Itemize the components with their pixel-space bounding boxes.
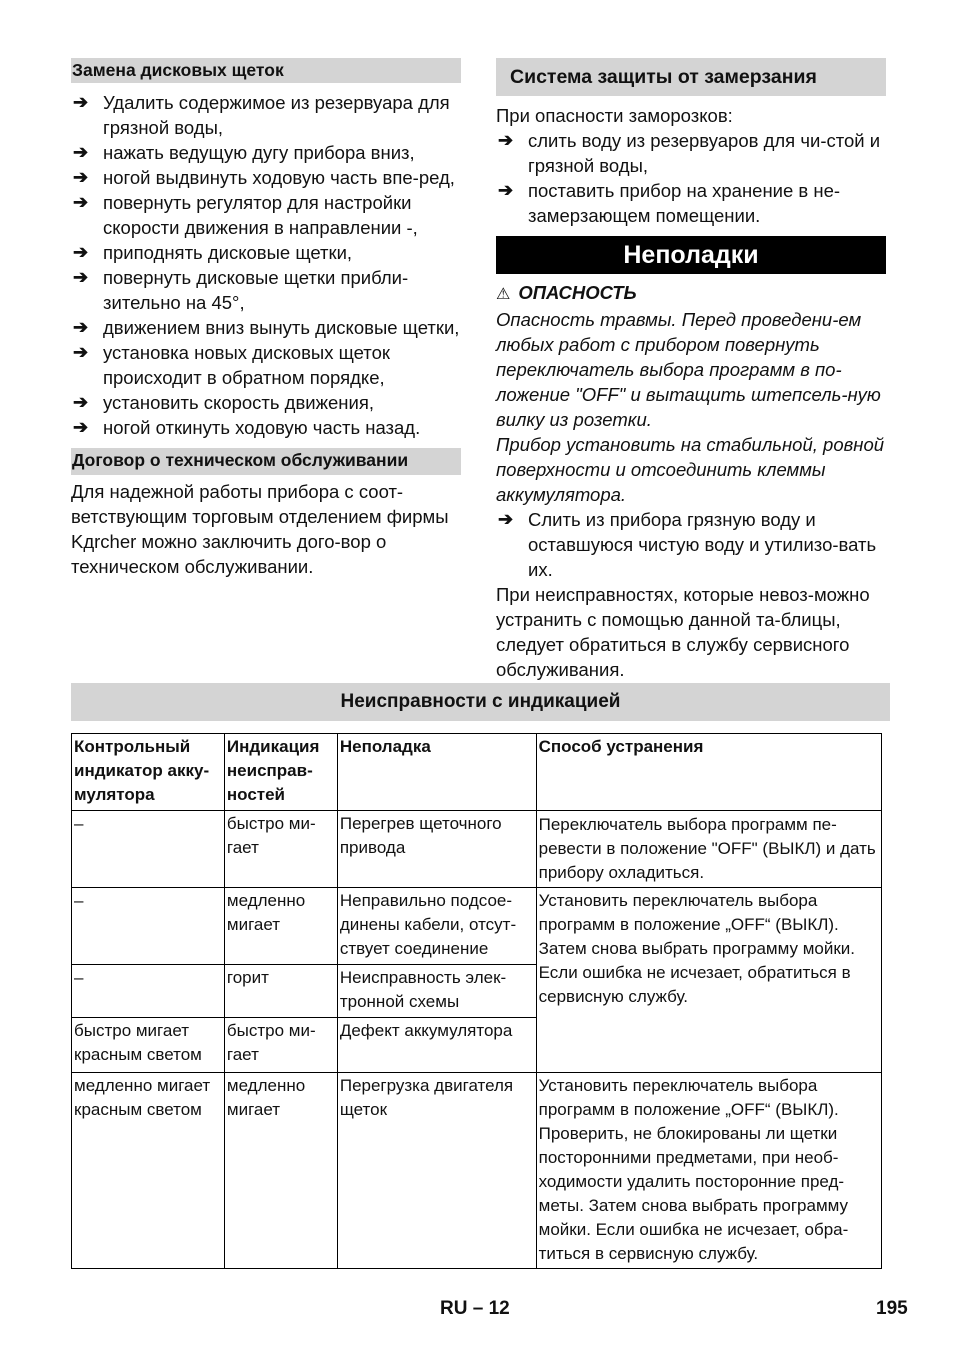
list-item: ➔ установка новых дисковых щеток происходит в обратном порядке, <box>73 342 390 388</box>
right-column <box>496 58 886 682</box>
table-cell: Установить переключатель выбора программ в положение „OFF“ (ВЫКЛ). Проверить, не блокированы ли щетки посторонними предметами, при необ-ходимости удалить посторонние пред-меты. Затем снова выбрать программу мойки. Если ошибка не исчезает, обра-титься в сервисную службу. <box>536 1073 881 1269</box>
table-cell: быстро ми-гает <box>224 811 337 888</box>
arrow-right-icon: ➔ <box>73 167 89 187</box>
table-cell: Установить переключатель выбора программ в положение „OFF“ (ВЫКЛ). Затем снова выбрать программу мойки. Если ошибка не исчезает, обратиться в сервисную службу. <box>536 888 881 1073</box>
warning-text-stability: Прибор установить на стабильной, ровной поверхности и отсоединить клеммы аккумулятора. <box>496 434 885 505</box>
service-note: При неисправностях, которые невоз-можно устранить с помощью данной та-блицы, следует обратиться в службу сервисного обслуживания. <box>496 584 870 680</box>
list-item: ➔ поставить прибор на хранение в не-замерзающем помещении. <box>498 180 841 226</box>
list-item: ➔ нажать ведущую дугу прибора вниз, <box>73 142 415 163</box>
arrow-right-icon: ➔ <box>73 142 89 162</box>
section-heading-frost-protection: Система защиты от замерзания <box>496 58 886 96</box>
list-item: ➔ слить воду из резервуаров для чи-стой и грязной воды, <box>498 130 881 176</box>
table-row <box>72 1073 882 1269</box>
frost-intro: При опасности заморозков: <box>496 105 733 126</box>
list-item: ➔ приподнять дисковые щетки, <box>73 242 353 263</box>
list-item: ➔ повернуть регулятор для настройки скорости движения в направлении -, <box>73 192 418 238</box>
service-contract-text: Для надежной работы прибора с соот-ветствующим торговым отделением фирмы Kдrcher можно заключить дого-вор о техническом обслуживании. <box>71 481 449 577</box>
table-cell: Переключатель выбора программ пе-ревести в положение "OFF" (ВЫКЛ) и дать прибору охладиться. <box>536 811 881 888</box>
list-item: ➔ установить скорость движения, <box>73 392 375 413</box>
warning-triangle-icon: ⚠ <box>496 286 511 303</box>
danger-warning <box>496 280 886 307</box>
arrow-right-icon: ➔ <box>73 342 89 362</box>
list-item: ➔ ногой выдвинуть ходовую часть впе-ред, <box>73 167 455 188</box>
column-header: Контрольный индикатор акку-мулятора <box>72 734 225 811</box>
column-header: Способ устранения <box>536 734 881 811</box>
table-cell: горит <box>224 965 337 1018</box>
table-cell: Перегрев щеточного привода <box>337 811 536 888</box>
table-cell: медленно мигает <box>224 888 337 965</box>
table-cell: быстро мигает красным светом <box>72 1018 225 1073</box>
section-heading-service-contract: Договор о техническом обслуживании <box>71 448 461 475</box>
section-heading-brush-replacement: Замена дисковых щеток <box>71 58 461 83</box>
column-header: Индикация неисправ-ностей <box>224 734 337 811</box>
page-number: 195 <box>876 1298 908 1319</box>
table-cell: быстро ми-гает <box>224 1018 337 1073</box>
list-item: ➔ движением вниз вынуть дисковые щетки, <box>73 317 460 338</box>
arrow-right-icon: ➔ <box>73 92 89 112</box>
table-cell: Неисправность элек-тронной схемы <box>337 965 536 1018</box>
table-cell: – <box>72 811 225 888</box>
arrow-right-icon: ➔ <box>498 180 514 200</box>
malfunction-steps <box>496 507 886 582</box>
list-item: ➔ ногой откинуть ходовую часть назад. <box>73 417 421 438</box>
table-row <box>72 888 882 965</box>
list-item: ➔ Слить из прибора грязную воду и оставшуюся чистую воду и утилизо-вать их. <box>498 509 877 580</box>
fault-table <box>71 733 882 1269</box>
table-header-row <box>72 734 882 811</box>
arrow-right-icon: ➔ <box>498 130 514 150</box>
table-cell: Неправильно подсое-динены кабели, отсут-ствует соединение <box>337 888 536 965</box>
table-cell: Дефект аккумулятора <box>337 1018 536 1073</box>
table-row <box>72 811 882 888</box>
arrow-right-icon: ➔ <box>73 192 89 212</box>
arrow-right-icon: ➔ <box>73 242 89 262</box>
section-heading-malfunctions: Неполадки <box>496 236 886 274</box>
frost-steps <box>496 128 886 228</box>
table-cell: Перегрузка двигателя щеток <box>337 1073 536 1269</box>
warning-text: Опасность травмы. Перед проведени-ем любых работ с прибором повернуть переключатель выбора программ в по-ложение "OFF" и вытащить штепсель-ную вилку из розетки. <box>496 309 881 430</box>
column-header: Неполадка <box>337 734 536 811</box>
table-cell: – <box>72 965 225 1018</box>
table-title: Неисправности с индикацией <box>71 683 890 721</box>
brush-replacement-steps <box>71 90 461 440</box>
left-column <box>71 58 461 579</box>
table-cell: медленно мигает <box>224 1073 337 1269</box>
arrow-right-icon: ➔ <box>73 417 89 437</box>
arrow-right-icon: ➔ <box>73 392 89 412</box>
arrow-right-icon: ➔ <box>73 317 89 337</box>
warning-label: ОПАСНОСТЬ <box>518 282 637 303</box>
list-item: ➔ повернуть дисковые щетки прибли-зительно на 45°, <box>73 267 409 313</box>
table-cell: медленно мигает красным светом <box>72 1073 225 1269</box>
footer-section-label: RU – 12 <box>440 1298 510 1319</box>
arrow-right-icon: ➔ <box>73 267 89 287</box>
arrow-right-icon: ➔ <box>498 509 514 529</box>
list-item: ➔ Удалить содержимое из резервуара для грязной воды, <box>73 92 450 138</box>
table-cell: – <box>72 888 225 965</box>
